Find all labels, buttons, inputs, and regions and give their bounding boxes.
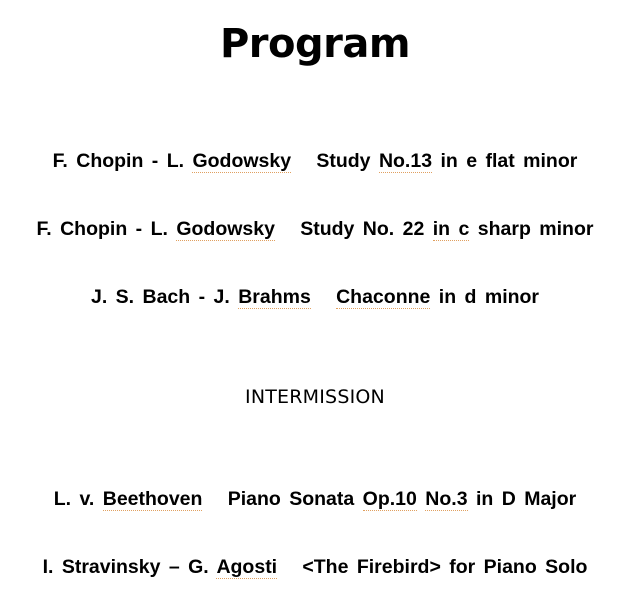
program-item-4 bbox=[0, 486, 630, 512]
page-title: Program bbox=[219, 21, 411, 67]
composer-text: F. Chopin - L. bbox=[36, 218, 168, 240]
work-key-letter: c bbox=[458, 218, 470, 240]
work-title-text: Chaconne bbox=[336, 286, 431, 308]
program-item-1 bbox=[0, 148, 630, 174]
work-title-text: Study bbox=[316, 150, 371, 172]
arranger-text: Agosti bbox=[216, 556, 278, 578]
arranger-text: Brahms bbox=[238, 286, 311, 308]
work-key-in: in bbox=[432, 218, 451, 240]
program-item-3 bbox=[0, 284, 630, 310]
work-opus-text: Op.10 bbox=[362, 488, 417, 510]
arranger-text: Godowsky bbox=[176, 218, 275, 240]
composer-text: J. S. Bach - J. bbox=[90, 286, 230, 308]
work-title-text: Study No. 22 bbox=[300, 218, 425, 240]
program-item-2 bbox=[0, 216, 630, 242]
composer-text: F. Chopin - L. bbox=[52, 150, 185, 172]
composer-text: I. Stravinsky – G. bbox=[42, 556, 209, 578]
program-item-5 bbox=[0, 554, 630, 580]
work-key-text: in d minor bbox=[438, 286, 540, 308]
work-title-text: Piano Sonata bbox=[227, 488, 355, 510]
work-title-text: <The Firebird> for Piano Solo bbox=[302, 556, 588, 578]
composer-prefix-text: L. v. bbox=[53, 488, 95, 510]
work-key-prefix bbox=[433, 218, 470, 241]
work-key-prefix: in bbox=[440, 150, 458, 172]
arranger-text: Godowsky bbox=[192, 150, 292, 172]
work-key-text: sharp minor bbox=[477, 218, 594, 240]
work-number-text: No.13 bbox=[378, 150, 433, 172]
composer-text: Beethoven bbox=[102, 488, 203, 510]
work-key-text: in D Major bbox=[475, 488, 577, 510]
work-key-text: e flat minor bbox=[466, 150, 578, 172]
intermission-label: INTERMISSION bbox=[245, 386, 385, 408]
work-number-text: No.3 bbox=[425, 488, 468, 510]
